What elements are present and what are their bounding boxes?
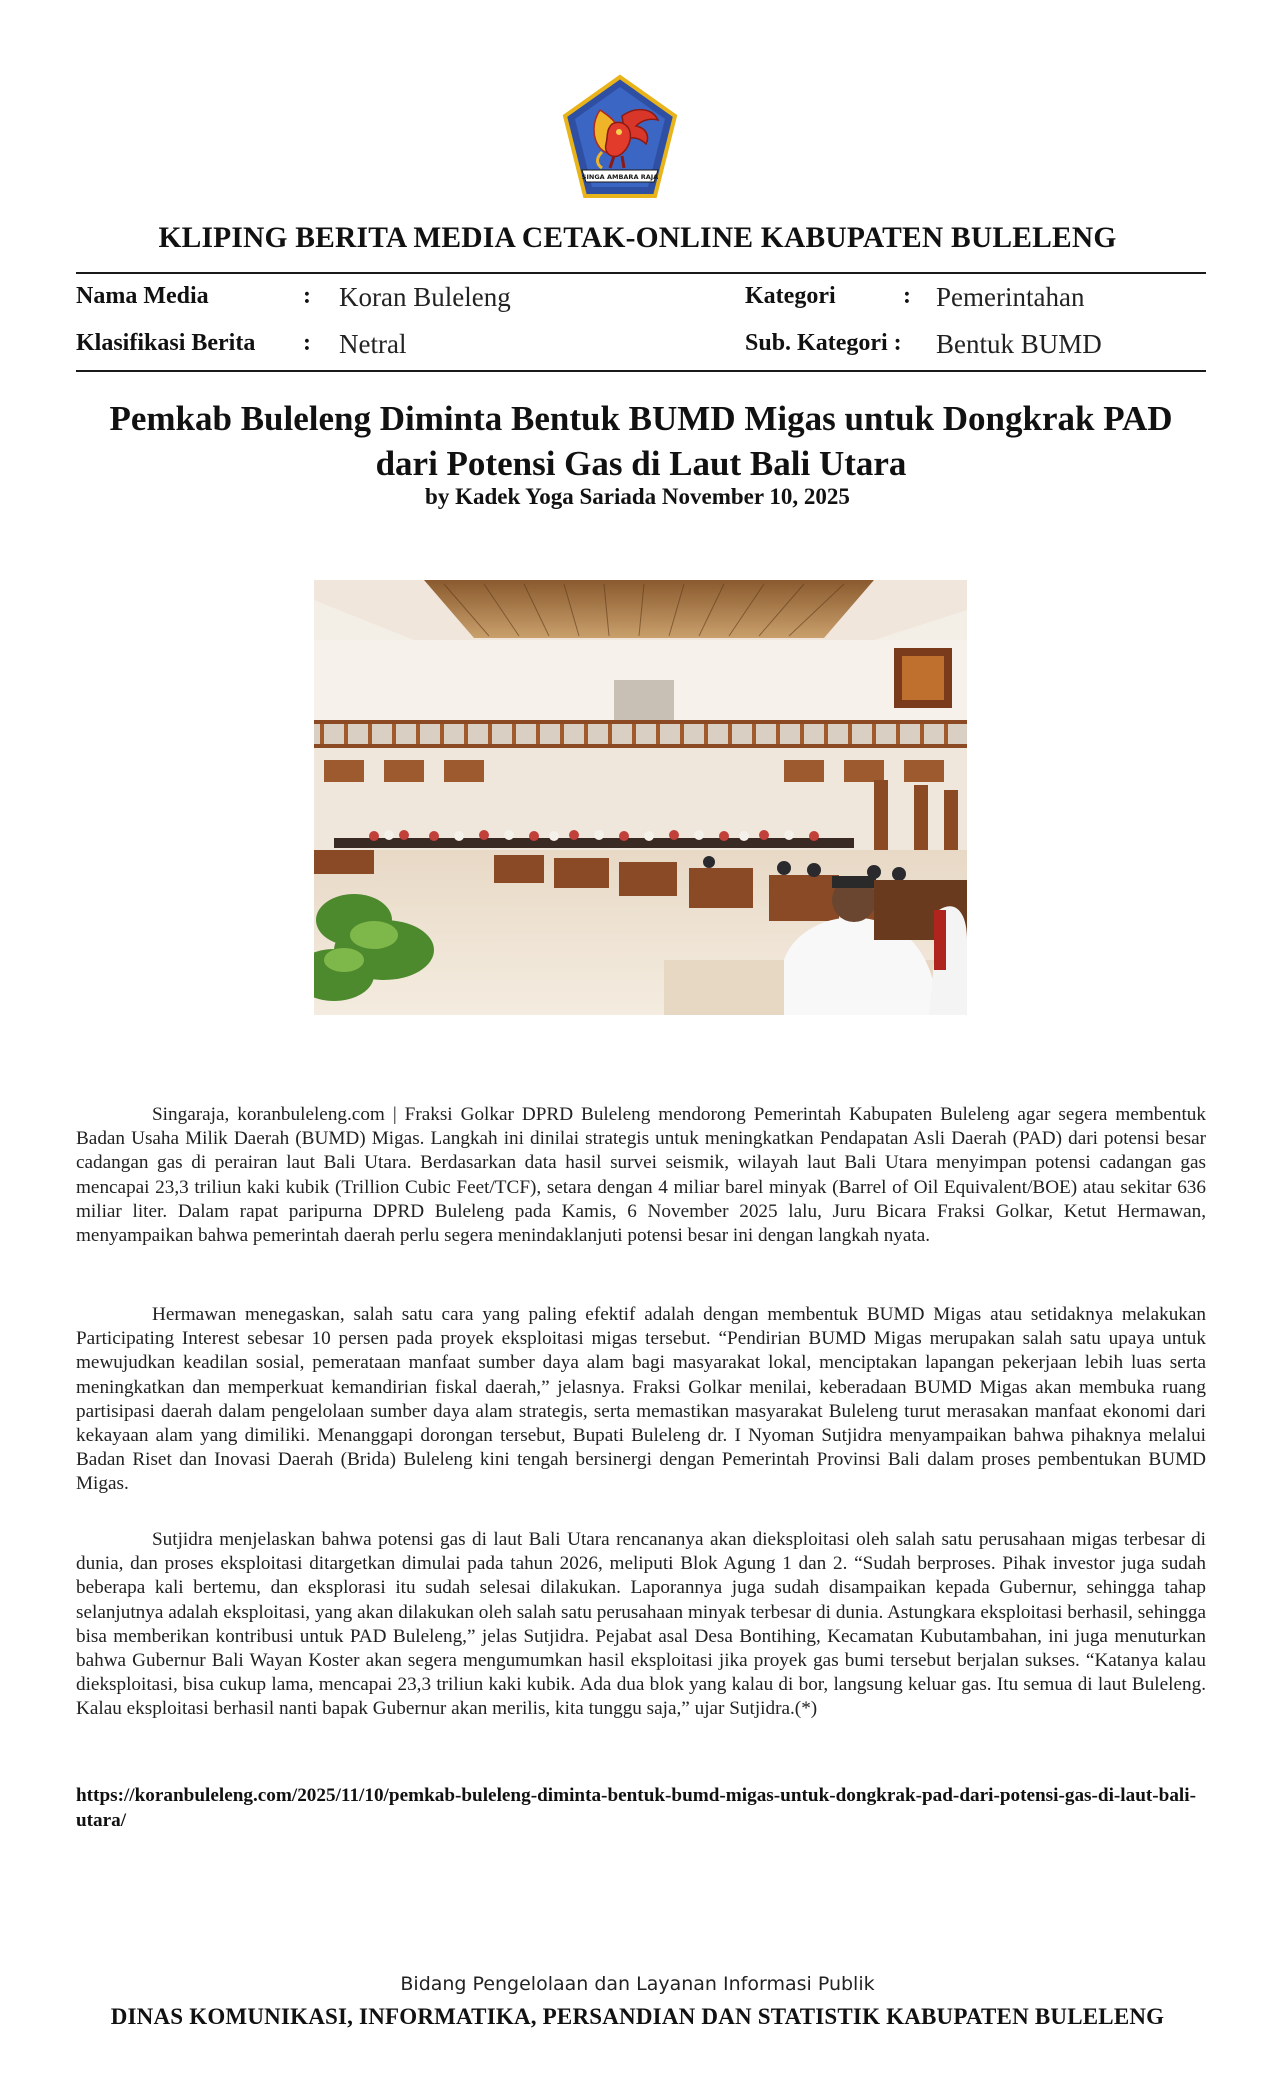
category-value: Pemerintahan bbox=[936, 282, 1085, 312]
category-colon: : bbox=[903, 283, 911, 309]
footer-title: DINAS KOMUNIKASI, INFORMATIKA, PERSANDIAN DAN STATISTIK KABUPATEN BULELENG bbox=[110, 2004, 1165, 2029]
regency-logo bbox=[562, 74, 678, 200]
divider-top bbox=[76, 272, 1206, 274]
article-paragraph: Sutjidra menjelaskan bahwa potensi gas di laut Bali Utara rencananya akan dieksploitasi oleh salah satu perusahaan migas terbesar di dunia, dan proses eksploitasi ditargetkan dimulai pada tahun 2026, meliputi Blok Agung 1 dan 2. “Sudah berproses. Pihak investor juga sudah beberapa kali bertemu, dan eksplorasi itu sudah selesai dilakukan. Laporannya juga sudah disampaikan kepada Gubernur, sehingga tahap selanjutnya adalah eksploitasi, yang akan dilakukan oleh salah satu perusahaan minyak terbesar di dunia. Astungkara eksploitasi berhasil, sehingga bisa memberikan kontribusi untuk PAD Buleleng,” jelas Sutjidra. Pejabat asal Desa Bontihing, Kecamatan Kubutambahan, ini juga menuturkan bahwa Gubernur Bali Wayan Koster akan segera mengumumkan hasil eksploitasi jika proyek gas bumi tersebut berjalan sukses. “Katanya kalau dieksploitasi, bisa cukup lama, mencapai 23,3 triliun kaki kubik. Ada dua blok yang kalau di bor, langsung keluar gas. Itu semua di laut Buleleng. Kalau eksploitasi berhasil nanti bapak Gubernur akan merilis, kita tunggu saja,” ujar Sutjidra.(*) bbox=[76, 1529, 1206, 1720]
article-paragraph: Singaraja, koranbuleleng.com | Fraksi Golkar DPRD Buleleng mendorong Pemerintah Kabupaten Buleleng agar segera membentuk Badan Usaha Milik Daerah (BUMD) Migas. Langkah ini dinilai strategis untuk meningkatkan Pendapatan Asli Daerah (PAD) dari potensi besar cadangan gas di perairan laut Bali Utara. Berdasarkan data hasil survei seismik, wilayah laut Bali Utara menyimpan potensi cadangan gas mencapai 23,3 triliun kaki kubik (Trillion Cubic Feet/TCF), setara dengan 4 miliar barel minyak (Barrel of Oil Equivalent/BOE) atau sekitar 636 miliar liter. Dalam rapat paripurna DPRD Buleleng pada Kamis, 6 November 2025 lalu, Juru Bicara Fraksi Golkar, Ketut Hermawan, menyampaikan bahwa pemerintah daerah perlu segera menindaklanjuti potensi besar ini dengan langkah nyata. bbox=[76, 1104, 1206, 1247]
classification-colon: : bbox=[303, 330, 311, 356]
source-link[interactable]: https://koranbuleleng.com/2025/11/10/pemkab-buleleng-diminta-bentuk-bumd-migas-untuk-dongkrak-pad-dari-potensi-gas-di-laut-bali-utara/ bbox=[76, 1785, 1196, 1831]
article-paragraph: Hermawan menegaskan, salah satu cara yang paling efektif adalah dengan membentuk BUMD Migas atau setidaknya melakukan Participating Interest sebesar 10 persen pada proyek eksploitasi migas tersebut. “Pendirian BUMD Migas merupakan salah satu upaya untuk mewujudkan keadilan sosial, pemerataan manfaat sumber daya alam bagi masyarakat lokal, menciptakan lapangan pekerjaan lebih luas serta meningkatkan dan memperkuat kemandirian fiskal daerah,” jelasnya. Fraksi Golkar menilai, keberadaan BUMD Migas akan membuka ruang partisipasi daerah dalam pengelolaan sumber daya alam strategis, serta memastikan masyarakat Buleleng turut merasakan manfaat ekonomi dari kekayaan alam yang dimiliki. Menanggapi dorongan tersebut, Bupati Buleleng dr. I Nyoman Sutjidra menyampaikan bahwa pihaknya melalui Badan Riset dan Inovasi Daerah (Brida) Buleleng kini tengah bersinergi dengan Pemerintah Provinsi Bali dalam proses pembentukan BUMD Migas. bbox=[76, 1304, 1206, 1495]
media-name-value: Koran Buleleng bbox=[339, 282, 511, 312]
council-chamber-photo bbox=[314, 580, 967, 1015]
media-name-colon: : bbox=[303, 283, 311, 309]
subcategory-label: Sub. Kategori : bbox=[745, 330, 902, 356]
article-byline: by Kadek Yoga Sariada November 10, 2025 bbox=[425, 484, 850, 509]
classification-label: Klasifikasi Berita bbox=[76, 330, 256, 356]
divider-bottom bbox=[76, 370, 1206, 372]
clipping-header-title: KLIPING BERITA MEDIA CETAK-ONLINE KABUPATEN BULELENG bbox=[158, 222, 1117, 254]
buleleng-regency-emblem-icon bbox=[562, 74, 678, 200]
logo-motto: SINGA AMBARA RAJA bbox=[581, 173, 659, 181]
subcategory-value: Bentuk BUMD bbox=[936, 329, 1102, 359]
article-title: Pemkab Buleleng Diminta Bentuk BUMD Migas untuk Dongkrak PAD dari Potensi Gas di Laut Bali Utara bbox=[109, 399, 1173, 483]
category-label: Kategori bbox=[745, 283, 836, 309]
article-photo bbox=[314, 580, 967, 1015]
classification-value: Netral bbox=[339, 329, 407, 359]
footer-subtitle: Bidang Pengelolaan dan Layanan Informasi Publik bbox=[400, 1973, 875, 1995]
media-name-label: Nama Media bbox=[76, 283, 209, 309]
